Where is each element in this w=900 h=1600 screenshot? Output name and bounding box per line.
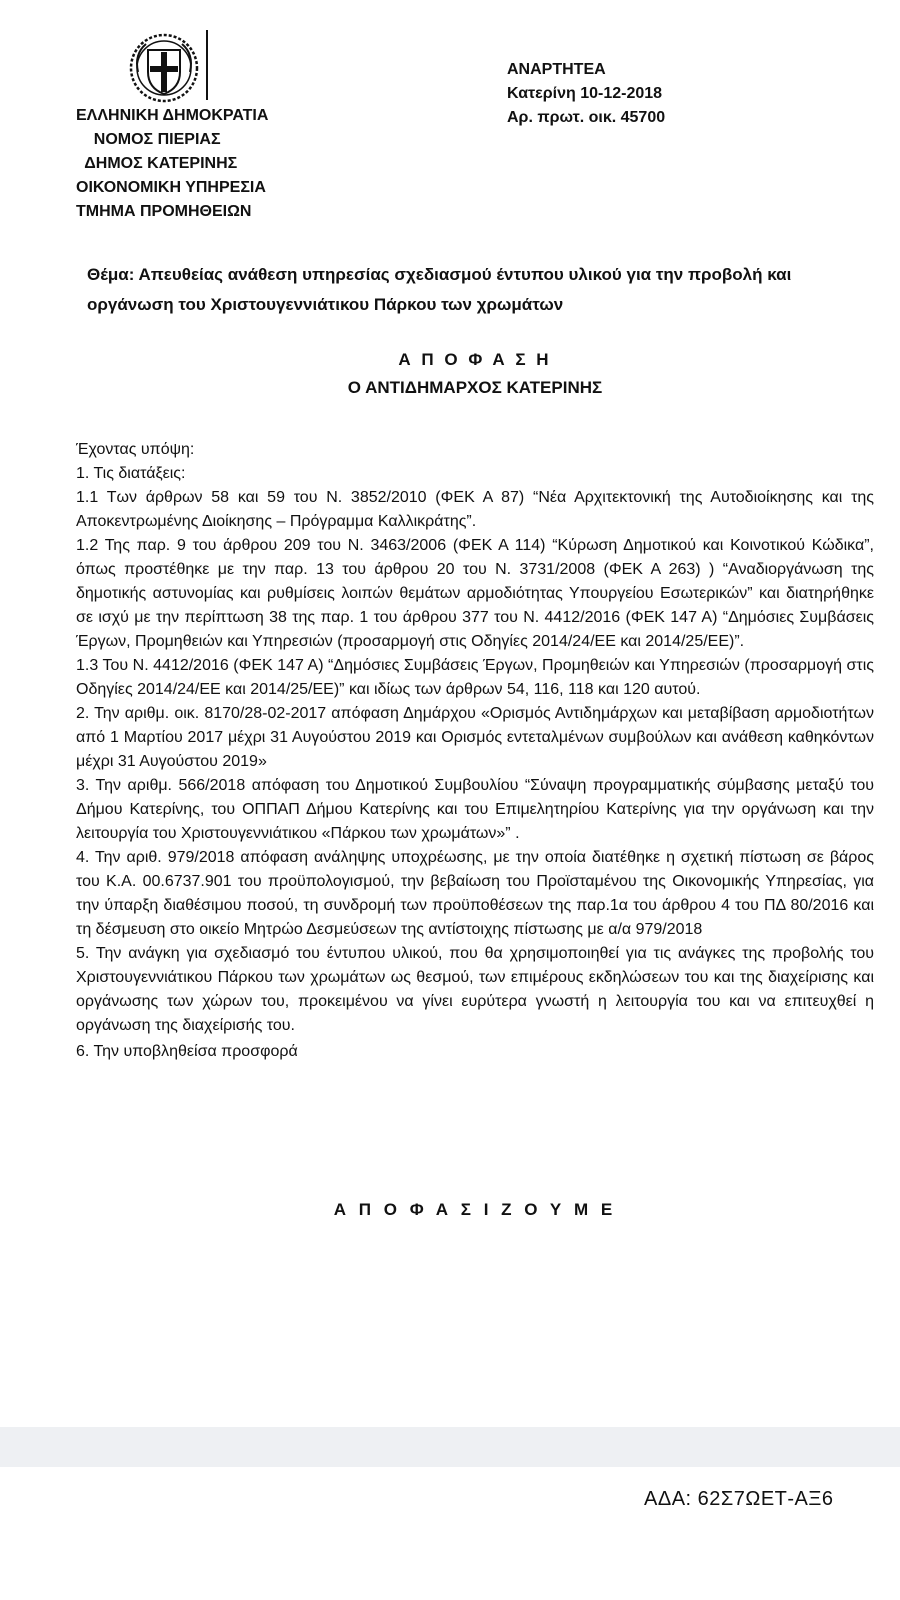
document-meta [507,58,665,130]
issuer-block [76,104,268,224]
issuer-line: ΟΙΚΟΝΟΜΙΚΗ ΥΠΗΡΕΣΙΑ [76,179,266,196]
body-paragraph: Έχοντας υπόψη: [76,441,195,458]
issuer-line: ΤΜΗΜΑ ΠΡΟΜΗΘΕΙΩΝ [76,203,252,220]
body-paragraph: 3. Την αριθμ. 566/2018 απόφαση του Δημοτικού Συμβουλίου “Σύναψη προγραμματικής σύμβασης μεταξύ του Δήμου Κατερίνης, του ΟΠΠΑΠ Δήμου Κατερίνης και του Επιμελητηρίου Κατερίνης για την οργάνωση και την λειτουργία του Χριστουγεννιάτικου «Πάρκου των χρωμάτων»” . [76,777,874,842]
body-paragraph: 5. Την ανάγκη για σχεδιασμό του έντυπου υλικού, που θα χρησιμοποιηθεί για τις ανάγκες της προβολής του Χριστουγεννιάτικου Πάρκου των χρωμάτων ως θεσμού, των επιμέρους εκδηλώσεων του και της διαχείρισης και οργάνωσης των χώρων του, προκειμένου να γίνει ευρύτερα γνωστή η λειτουργία του και να επιτευχθεί η οργάνωση της διαχείρισής του. [76,945,874,1034]
ada-code: ΑΔΑ: 62Σ7ΩΕΤ-ΑΞ6 [644,1488,834,1510]
document-date: Κατερίνη 10-12-2018 [507,85,663,102]
body-paragraph: 6. Την υποβληθείσα προσφορά [76,1043,298,1060]
body-paragraph: 1.2 Της παρ. 9 του άρθρου 209 του Ν. 3463/2006 (ΦΕΚ Α 114) “Κύρωση Δημοτικού και Κοινοτικού Κώδικα”, όπως προστέθηκε με την παρ. 13 του άρθρου 20 του Ν. 3731/2008 (ΦΕΚ Α 263) ) “Αναδιοργάνωση της δημοτικής αστυνομίας και ρυθμίσεις λοιπών θεμάτων αρμοδιότητας Υπουργείου Εσωτερικών” και διατηρήθηκε σε ισχύ με την περίπτωση 38 της παρ. 1 του άρθρου 377 του Ν. 4412/2016 (ΦΕΚ 147 Α) “Δημόσιες Συμβάσεις Έργων, Προμηθειών και Υπηρεσιών (προσαρμογή στις Οδηγίες 2014/24/ΕΕ και 2014/25/ΕΕ)”. [76,537,874,650]
body-paragraph: 1. Τις διατάξεις: [76,465,186,482]
posting-notice: ΑΝΑΡΤΗΤΕΑ [507,61,606,78]
subject-line: Θέμα: Απευθείας ανάθεση υπηρεσίας σχεδιασμού έντυπου υλικού για την προβολή και οργάνωση του Χριστουγεννιάτικου Πάρκου των χρωμάτων [87,265,792,314]
page-break-band [0,1427,900,1467]
decision-title: Α Π Ο Φ Α Σ Η [398,350,552,369]
body-paragraph: 1.3 Του Ν. 4412/2016 (ΦΕΚ 147 Α) “Δημόσιες Συμβάσεις Έργων, Προμηθειών και Υπηρεσιών (προσαρμογή στις Οδηγίες 2014/24/ΕΕ και 2014/25/ΕΕ)” και ιδίως των άρθρων 54, 116, 118 και 120 αυτού. [76,657,874,698]
issuer-line: ΕΛΛΗΝΙΚΗ ΔΗΜΟΚΡΑΤΙΑ [76,107,269,124]
decision-subtitle: Ο ΑΝΤΙΔΗΜΑΡΧΟΣ ΚΑΤΕΡΙΝΗΣ [347,378,603,397]
header-divider [206,30,208,100]
protocol-number: Αρ. πρωτ. οικ. 45700 [507,109,666,126]
body-paragraph: 2. Την αριθμ. οικ. 8170/28-02-2017 απόφαση Δημάρχου «Ορισμός Αντιδημάρχων και μεταβίβαση αρμοδιοτήτων από 1 Μαρτίου 2017 μέχρι 31 Αυγούστου 2019 και Ορισμός εντεταλμένων συμβούλων και ανάθεση καθηκόντων μέχρι 31 Αυγούστου 2019» [76,705,874,770]
greek-coat-of-arms-icon [128,32,200,104]
issuer-line: ΝΟΜΟΣ ΠΙΕΡΙΑΣ [76,131,221,148]
issuer-line: ΔΗΜΟΣ ΚΑΤΕΡΙΝΗΣ [76,155,238,172]
resolve-heading: Α Π Ο Φ Α Σ Ι Ζ Ο Υ Μ Ε [333,1200,617,1219]
body-paragraph: 4. Την αριθ. 979/2018 απόφαση ανάληψης υποχρέωσης, με την οποία διατέθηκε η σχετική πίστωση σε βάρος του Κ.Α. 00.6737.901 του προϋπολογισμού, την βεβαίωση του Προϊσταμένου της Οικονομικής Υπηρεσίας, για την ύπαρξη διαθέσιμου ποσού, τη συνδρομή των προϋποθέσεων της παρ.1α του άρθρου 4 του ΠΔ 80/2016 και τη δέσμευση στο οικείο Μητρώο Δεσμεύσεων της αντίστοιχης πίστωσης με α/α 979/2018 [76,849,874,938]
body-paragraph: 1.1 Των άρθρων 58 και 59 του Ν. 3852/2010 (ΦΕΚ Α 87) “Νέα Αρχιτεκτονική της Αυτοδιοίκησης και της Αποκεντρωμένης Διοίκησης – Πρόγραμμα Καλλικράτης”. [76,489,874,530]
document-body [76,438,874,1064]
